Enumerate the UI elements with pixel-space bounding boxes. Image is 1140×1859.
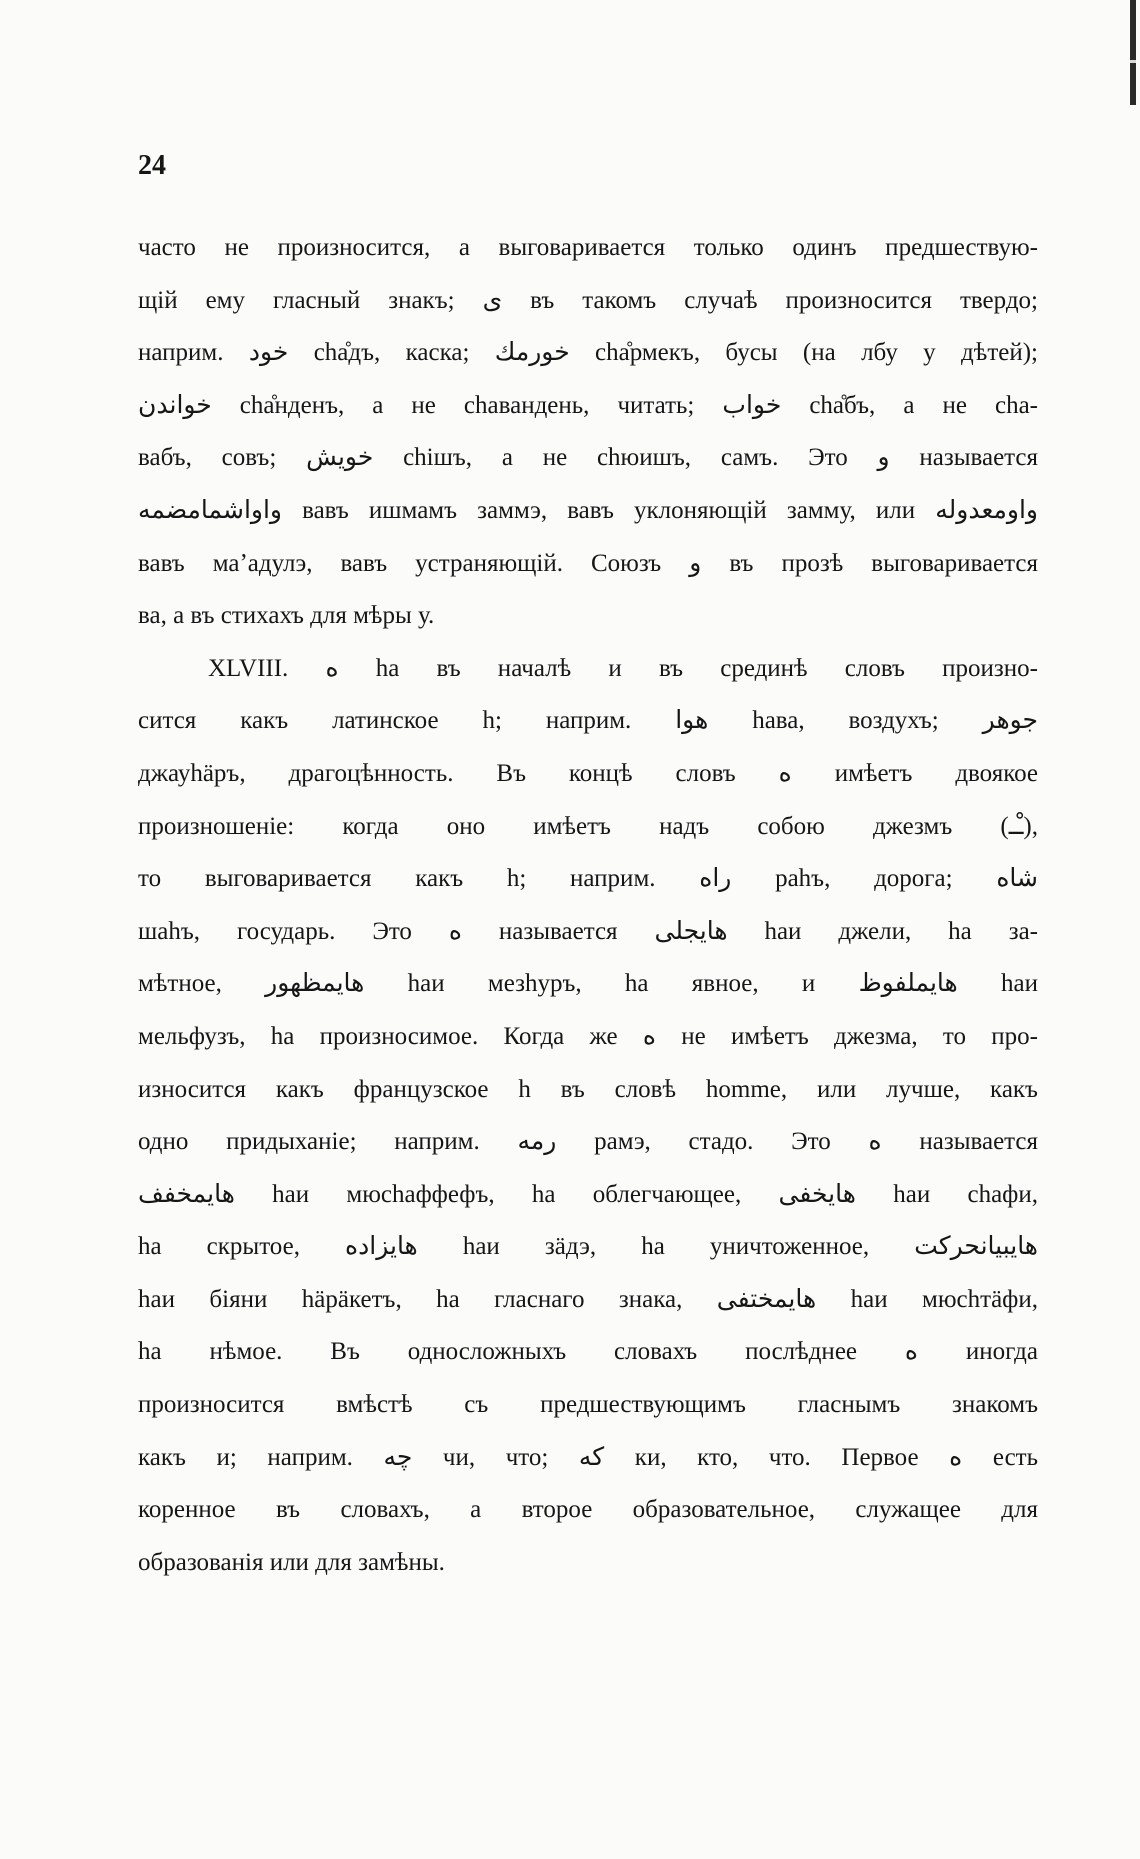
text-line: произношеніе: когда оно имѣетъ надъ собою джезмъ (ـْـ), [138,812,1038,840]
text-line: мѣтное, هایمظهور hаи мезhуръ, hа явное, и هایملفوظ hаи [138,970,1038,998]
text-line: мельфузъ, hа произносимое. Когда же ه не имѣетъ джезма, то про- [138,1022,1038,1050]
text-line: шаhъ, государь. Это ه называется هایجلی hаи джели, hа за- [138,917,1038,945]
text-line: какъ и; наприм. چه чи, что; كه ки, кто, что. Первое ه есть [138,1443,1038,1471]
text-line: образованія или для замѣны. [138,1548,445,1576]
text-line: ва, а въ стихахъ для мѣры у. [138,602,435,630]
text-line: hаи біяни häрäкетъ, hа гласнаго знака, هایمختفی hаи мюсhтäфи, [138,1285,1038,1313]
text-line: сится какъ латинское h; наприм. هوا hава, воздухъ; جوهر [138,707,1038,735]
text-line: произносится вмѣстѣ съ предшествующимъ гласнымъ знакомъ [138,1391,1038,1419]
text-line: вабъ, совъ; خویش chiшъ, а не chюишъ, самъ. Это و называется [138,444,1038,472]
text-line: часто не произносится, а выговаривается только одинъ предшествую- [138,234,1038,261]
text-line: джауhäръ, драгоцѣнность. Въ концѣ словъ ه имѣетъ двоякое [138,759,1038,787]
page-number: 24 [138,150,166,181]
text-line: hа скрытое, هایزاده hаи зäдэ, hа уничтоженное, هایبیانحرکت [138,1233,1038,1261]
text-line: то выговаривается какъ h; наприм. راه раhъ, дорога; شاه [138,865,1038,893]
text-line: щій ему гласный знакъ; ی въ такомъ случаѣ произносится твердо; [138,286,1038,314]
scan-edge-mark [1130,0,1136,150]
text-line: hа нѣмое. Въ односложныхъ словахъ послѣднее ه иногда [138,1338,1038,1366]
text-line: خواندن chа̊нденъ, а не chавандень, читать; خواب chа̊бъ, а не chа- [138,391,1038,419]
text-line: واواشمامضمه вавъ ишмамъ заммэ, вавъ уклоняющій замму, или واومعدوله [138,496,1038,524]
text-line: наприм. خود chа̊дъ, каска; خورمك chа̊рмекъ, бусы (на лбу у дѣтей); [138,339,1038,367]
text-line: هایمخفف hаи мюсhаффефъ, hа облегчающее, هایخفی hаи chафи, [138,1180,1038,1208]
text-line: коренное въ словахъ, а второе образовательное, служащее для [138,1496,1038,1524]
body-text [138,222,1038,1589]
section-heading-line: XLVIII. ه ha въ началѣ и въ срединѣ словъ произно- [208,654,1038,682]
text-line: износится какъ французское h въ словѣ homme, или лучше, какъ [138,1075,1038,1103]
text-line: вавъ маʼадулэ, вавъ устраняющій. Союзъ و въ прозѣ выговаривается [138,549,1038,577]
text-line: одно придыханіе; наприм. رمه рамэ, стадо. Это ه называется [138,1128,1038,1156]
